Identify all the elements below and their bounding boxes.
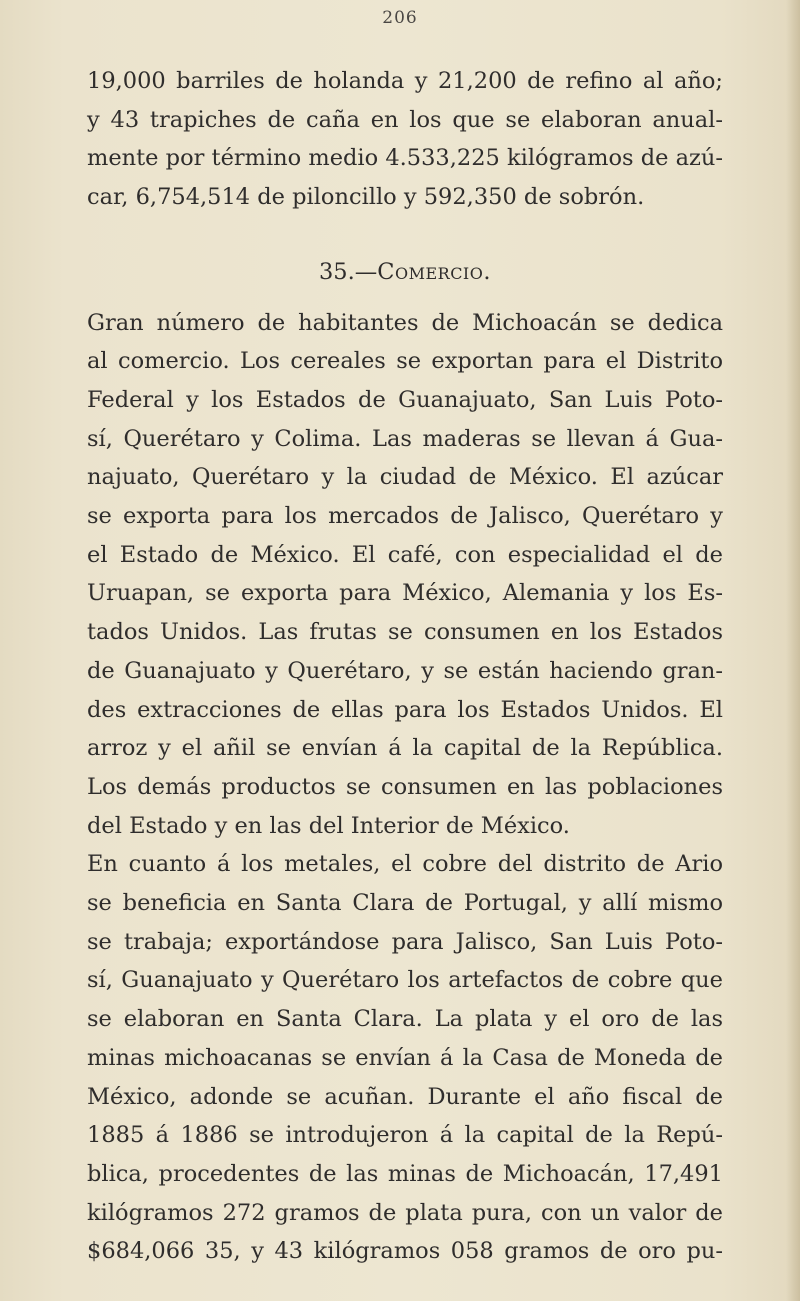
paragraph-1 [87,62,723,217]
section-heading [87,253,723,292]
text-line: México, adonde se acuñan. Durante el año fiscal de [87,1083,723,1110]
section-heading-number: 35.— [318,258,378,285]
text-line: najuato, Querétaro y la ciudad de México. El azúcar [87,464,723,491]
text-line: car, 6,754,514 de piloncillo y 592,350 de sobrón. [87,184,645,211]
text-line: sí, Querétaro y Colima. Las maderas se llevan á Gua- [87,425,723,452]
text-line: arroz y el añil se envían á la capital de la República. [87,735,723,762]
section-heading-title: Comercio. [377,258,492,285]
text-line: mente por término medio 4.533,225 kilógramos de azú- [87,145,723,172]
text-line: de Guanajuato y Querétaro, y se están haciendo gran- [87,657,723,684]
text-line: Gran número de habitantes de Michoacán se dedica [87,309,723,336]
text-line: 1885 á 1886 se introdujeron á la capital de la Repú- [87,1122,723,1149]
text-line: del Estado y en las del Interior de México. [87,812,570,839]
text-line: blica, procedentes de las minas de Michoacán, 17,491 [87,1160,723,1187]
paragraph-3 [87,845,723,1271]
text-line: Federal y los Estados de Guanajuato, San Luis Poto- [87,386,723,413]
text-line: al comercio. Los cereales se exportan para el Distrito [87,348,723,375]
paragraph-2 [87,304,723,846]
text-line: Uruapan, se exporta para México, Alemania y los Es- [87,580,723,607]
text-line: kilógramos 272 gramos de plata pura, con un valor de [87,1199,723,1226]
page-number: 206 [382,8,418,28]
text-line: se beneficia en Santa Clara de Portugal, y allí mismo [87,890,723,917]
text-line: Los demás productos se consumen en las poblaciones [87,773,723,800]
text-line: tados Unidos. Las frutas se consumen en los Estados [87,619,723,646]
text-line: minas michoacanas se envían á la Casa de Moneda de [87,1044,723,1071]
text-line: el Estado de México. El café, con especialidad el de [87,541,723,568]
text-line: sí, Guanajuato y Querétaro los artefactos de cobre que [87,967,723,994]
text-line: se trabaja; exportándose para Jalisco, San Luis Poto- [87,928,723,955]
text-line: En cuanto á los metales, el cobre del distrito de Ario [87,851,723,878]
text-line: 19,000 barriles de holanda y 21,200 de refino al año; [87,68,723,94]
text-line: y 43 trapiches de caña en los que se elaboran anual- [87,106,723,133]
text-line: des extracciones de ellas para los Estados Unidos. El [87,696,723,723]
page-edge-shadow [786,0,800,1301]
page-body [87,62,723,1271]
text-line: $684,066 35, y 43 kilógramos 058 gramos de oro pu- [87,1238,723,1265]
text-line: se elaboran en Santa Clara. La plata y el oro de las [87,1006,723,1033]
text-line: se exporta para los mercados de Jalisco, Querétaro y [87,503,723,530]
